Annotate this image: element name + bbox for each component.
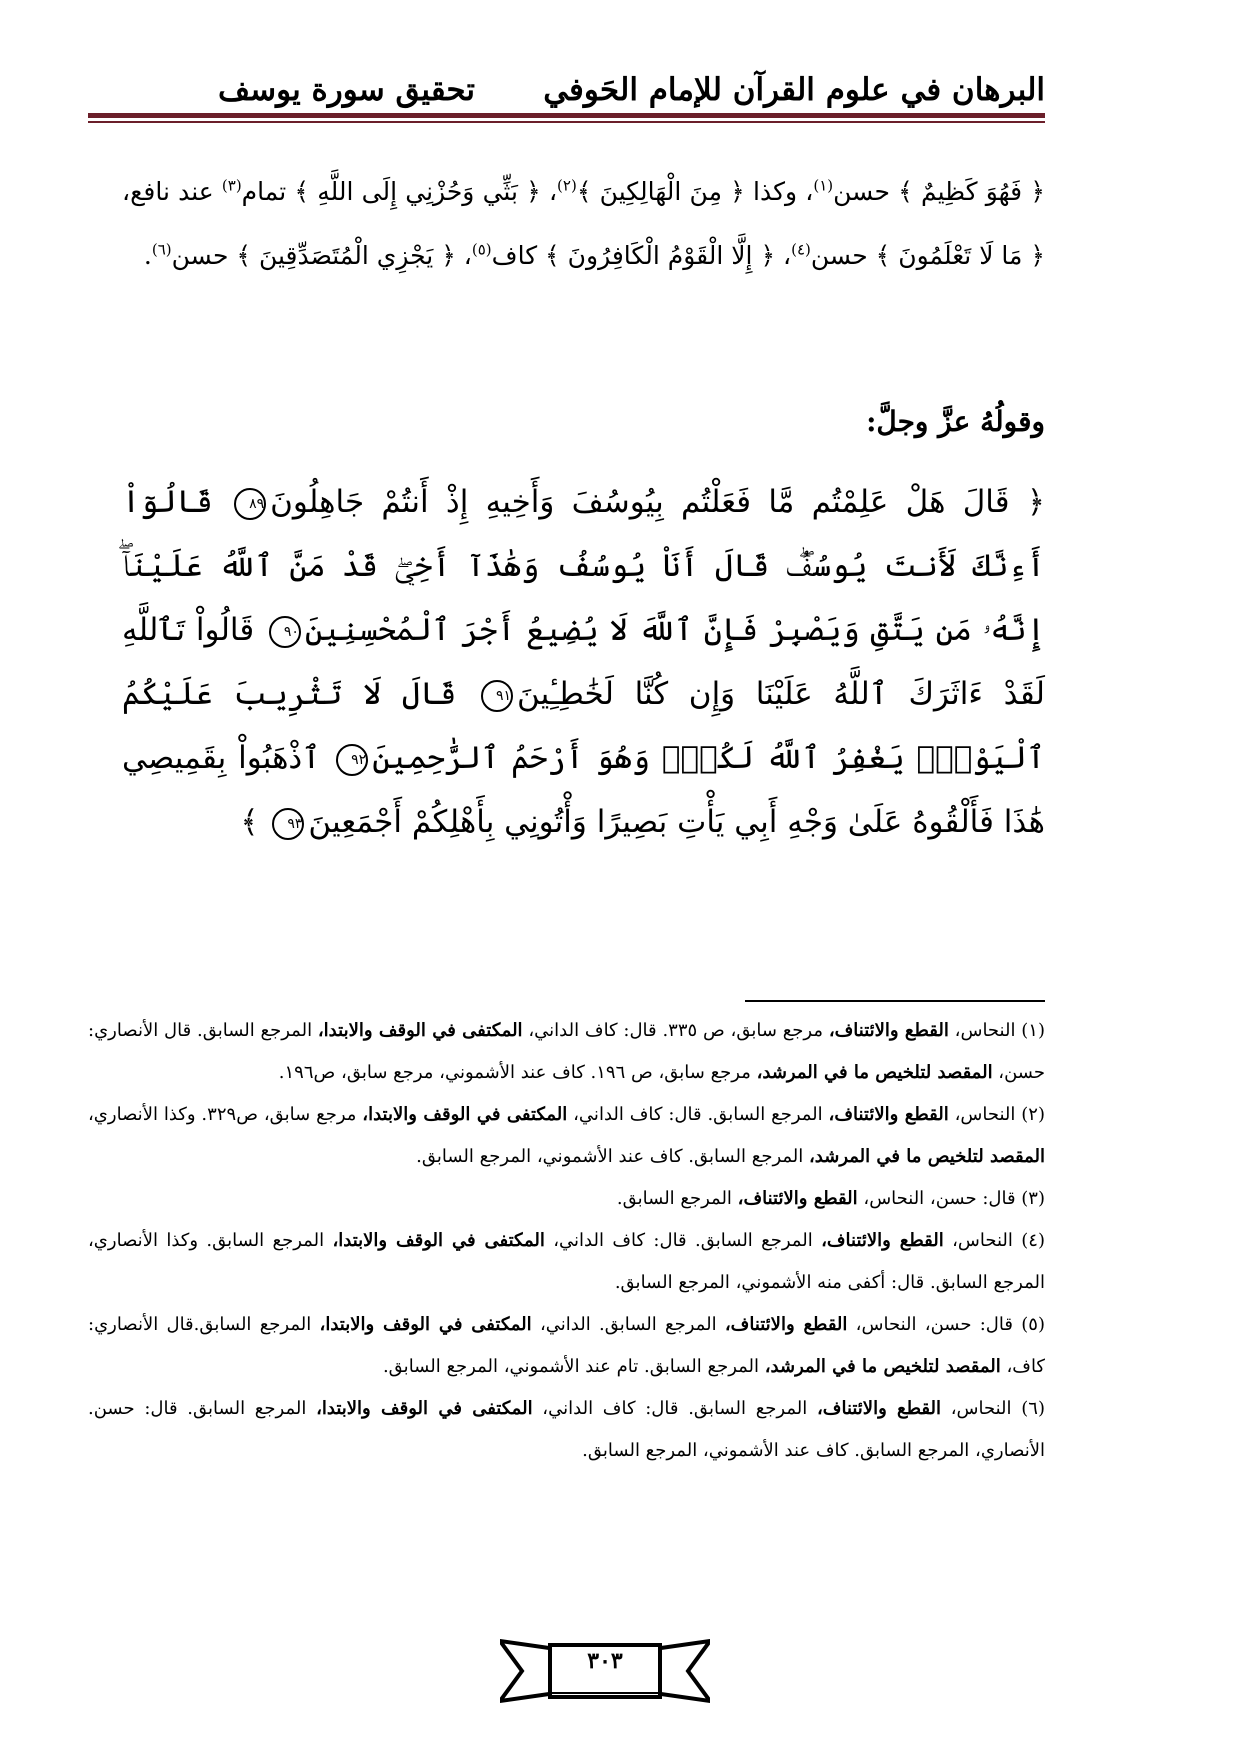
verse-90: قَالُوٓاْ أَءِنَّكَ لَأَنتَ يُوسُفُۖ قَالَ أَنَاْ يُوسُفُ وَهَٰذَآ أَخِيۖ قَدْ مَنَّ ٱللَّهُ عَلَيْنَآۖ إِنَّهُۥ مَن يَتَّقِ وَيَصْبِرْ فَإِنَّ ٱللَّهَ لَا يُضِيعُ أَجْرَ ٱلْمُحْسِنِينَ bbox=[122, 484, 1045, 648]
footnote-ref-5[interactable]: (٥) bbox=[471, 240, 492, 259]
footnote-separator bbox=[745, 1000, 1045, 1002]
footnote-5: (٥) قال: حسن، النحاس، القطع والائتناف، المرجع السابق. الداني، المكتفى في الوقف والابتدا، المرجع السابق.قال الأنصاري: كاف، المقصد لتلخيص ما في المرشد، المرجع السابق. تام عند الأشموني، المرجع السابق. bbox=[88, 1314, 1045, 1377]
verse-92: قَالَ لَا تَثْرِيبَ عَلَيْكُمُ ٱلْيَوْمَۖ يَغْفِرُ ٱللَّهُ لَكُمْۖ وَهُوَ أَرْحَمُ ٱلرَّٰحِمِينَ bbox=[122, 676, 1045, 776]
ornate-bracket-close: ﴾ bbox=[240, 804, 259, 840]
ayah-marker-92: ٩٢ bbox=[336, 744, 368, 776]
footnote-2: (٢) النحاس، القطع والائتناف، المرجع السابق. قال: كاف الداني، المكتفى في الوقف والابتدا، مرجع سابق، ص٣٢٩. وكذا الأنصاري، المقصد لتلخيص ما في المرشد، المرجع السابق. كاف عند الأشموني، المرجع السابق. bbox=[88, 1104, 1045, 1167]
header-rule-thin bbox=[88, 121, 1045, 123]
verse-89: قَالَ هَلْ عَلِمْتُم مَّا فَعَلْتُم بِيُوسُفَ وَأَخِيهِ إِذْ أَنتُمْ جَاهِلُونَ bbox=[270, 484, 1010, 520]
footnote-ref-2[interactable]: (٢) bbox=[557, 176, 577, 195]
footnote-4: (٤) النحاس، القطع والائتناف، المرجع السابق. قال: كاف الداني، المكتفى في الوقف والابتدا، المرجع السابق. وكذا الأنصاري، المرجع السابق. قال: أكفى منه الأشموني، المرجع السابق. bbox=[88, 1230, 1045, 1293]
footnote-ref-3[interactable]: (٣) bbox=[221, 176, 242, 195]
intro-paragraph: ﴿ فَهُوَ كَظِيمٌ ﴾ حسن$^{(١)}$، وكذا ﴿ مِنَ الْهَالِكِينَ ﴾$^{(٢)}$، ﴿ بَثِّي وَحُزْنِي إِلَى اللَّهِ ﴾ تمام$^{(٣)}$ عند نافع، ﴿ مَا لَا تَعْلَمُونَ ﴾ حسن$^{(٤)}$، ﴿ إِلَّا الْقَوْمُ الْكَافِرُونَ ﴾ كاف$^{(٥)}$، ﴿ يَجْزِي الْمُتَصَدِّقِينَ ﴾ حسن$^{(٦)}$. bbox=[122, 176, 1045, 270]
ayah-marker-91: ٩١ bbox=[481, 680, 513, 712]
footnotes bbox=[88, 1010, 1045, 1472]
footnote-1: (١) النحاس، القطع والائتناف، مرجع سابق، ص ٣٣٥. قال: كاف الداني، المكتفى في الوقف والابتدا، المرجع السابق. قال الأنصاري: حسن، المقصد لتلخيص ما في المرشد، مرجع سابق، ص ١٩٦. كاف عند الأشموني، مرجع سابق، ص١٩٦. bbox=[88, 1020, 1045, 1083]
footnote-6: (٦) النحاس، القطع والائتناف، المرجع السابق. قال: كاف الداني، المكتفى في الوقف والابتدا، المرجع السابق. قال: حسن. الأنصاري، المرجع السابق. كاف عند الأشموني، المرجع السابق. bbox=[88, 1398, 1045, 1461]
ayah-marker-90: ٩٠ bbox=[269, 616, 301, 648]
footnote-ref-1[interactable]: (١) bbox=[813, 176, 834, 195]
quran-verses bbox=[122, 470, 1045, 854]
header-rule-thick bbox=[88, 113, 1045, 118]
ornate-bracket-open: ﴿ bbox=[1026, 484, 1045, 520]
footnote-ref-6[interactable]: (٦) bbox=[151, 240, 172, 259]
ayah-marker-93: ٩٣ bbox=[272, 808, 304, 840]
ayah-marker-89: ٨٩ bbox=[234, 488, 266, 520]
book-title: البرهان في علوم القرآن للإمام الحَوفي bbox=[543, 72, 1045, 108]
verse-93: ٱذْهَبُواْ بِقَمِيصِي هَٰذَا فَأَلْقُوهُ عَلَىٰ وَجْهِ أَبِي يَأْتِ بَصِيرًا وَأْتُونِي بِأَهْلِكُمْ أَجْمَعِينَ bbox=[122, 740, 1045, 840]
section-heading: وقولُهُ عزَّ وجلَّ: bbox=[866, 405, 1045, 438]
verse-91: قَالُواْ تَٱللَّهِ لَقَدْ ءَاثَرَكَ ٱللَّهُ عَلَيْنَا وَإِن كُنَّا لَخَٰطِـِٔينَ bbox=[122, 612, 1046, 712]
footnote-3: (٣) قال: حسن، النحاس، القطع والائتناف، المرجع السابق. bbox=[616, 1188, 1045, 1209]
footnote-ref-4[interactable]: (٤) bbox=[791, 240, 811, 259]
chapter-title: تحقيق سورة يوسف bbox=[218, 72, 476, 108]
page-number: ٣٠٣ bbox=[587, 1648, 623, 1674]
